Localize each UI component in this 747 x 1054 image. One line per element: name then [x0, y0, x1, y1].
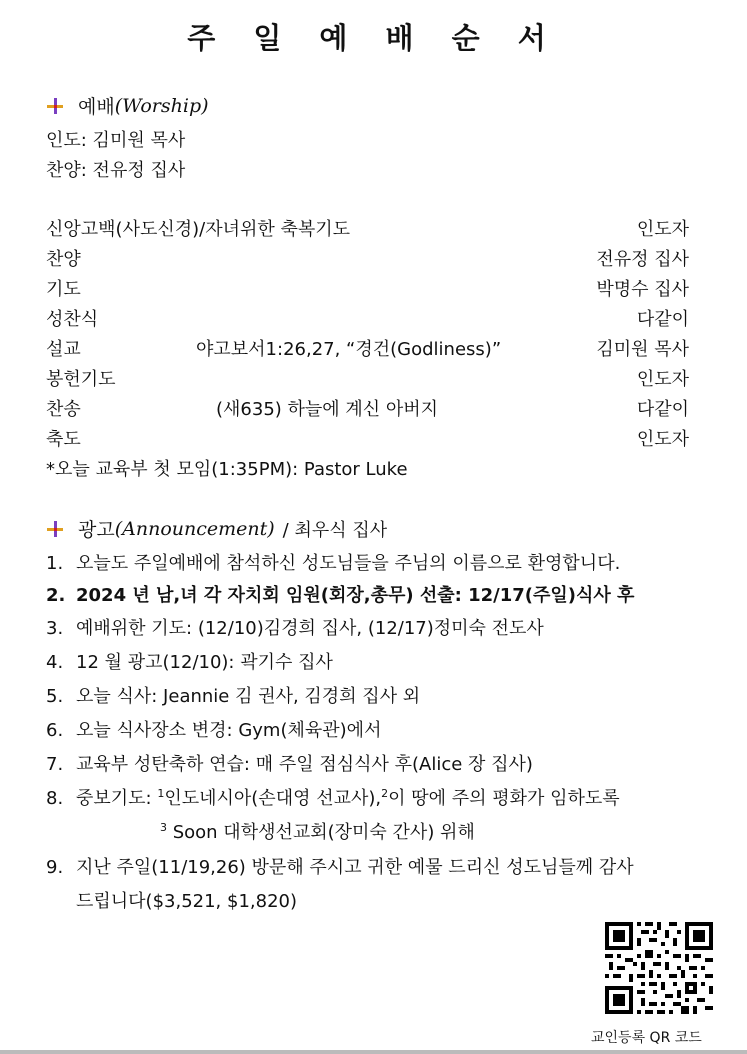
order-item-8: 축도	[46, 429, 81, 450]
announcement-heading	[46, 515, 387, 542]
order-item-6: 봉헌기도	[46, 369, 116, 390]
order-person-1: 인도자	[636, 219, 689, 240]
order-item-4: 성찬식	[46, 309, 99, 330]
order-item-7: 찬송	[46, 399, 81, 420]
announcement-item-5: 5. 오늘 식사: Jeannie 김 권사, 김경희 집사 외	[46, 686, 421, 707]
worship-heading	[46, 92, 209, 119]
announcement-item-1: 1. 오늘도 주일예배에 참석하신 성도님들을 주님의 이름으로 환영합니다.	[46, 553, 621, 574]
page-title: 주 일 예 배 순 서	[187, 21, 560, 55]
order-person-4: 다같이	[636, 309, 689, 330]
announcement-item-8: 8. 중보기도: $^1$인도네시아(손대영 선교사),$^2$이 땅에 주의 평화가 임하도록	[46, 787, 620, 809]
announcement-presenter: / 최우식 집사	[282, 519, 388, 541]
order-person-8: 인도자	[636, 429, 689, 450]
announcement-item-2: 2. 2024 년 남,녀 각 자치회 임원(회장,총무) 선출: 12/17(주일)식사 후	[46, 585, 635, 606]
order-person-5: 김미원 목사	[596, 339, 689, 360]
worship-heading-ko: 예배	[78, 96, 115, 118]
announcement-item-6: 6. 오늘 식사장소 변경: Gym(체육관)에서	[46, 720, 382, 741]
bottom-divider	[0, 1050, 747, 1054]
qr-code-label: 교인등록 QR 코드	[591, 1030, 702, 1046]
cross-bullet-icon	[46, 520, 64, 538]
order-person-3: 박명수 집사	[596, 279, 689, 300]
qr-code-icon[interactable]	[605, 922, 713, 1014]
order-person-7: 다같이	[636, 399, 689, 420]
cross-bullet-icon	[46, 97, 64, 115]
order-person-6: 인도자	[636, 369, 689, 390]
worship-heading-en: (Worship)	[114, 94, 209, 117]
announcement-item-3: 3. 예배위한 기도: (12/10)김경희 집사, (12/17)정미숙 전도사	[46, 618, 544, 639]
announcement-heading-en: (Announcement)	[114, 517, 275, 540]
announcement-item-9-cont: 드립니다($3,521, $1,820)	[76, 891, 298, 912]
announcement-item-7: 7. 교육부 성탄축하 연습: 매 주일 점심식사 후(Alice 장 집사)	[46, 754, 533, 775]
order-person-2: 전유정 집사	[596, 249, 689, 270]
order-item-1: 신앙고백(사도신경)/자녀위한 축복기도	[46, 219, 351, 240]
education-note: *오늘 교육부 첫 모임(1:35PM): Pastor Luke	[46, 459, 408, 480]
hymn-text: (새635) 하늘에 계신 아버지	[216, 399, 439, 420]
announcement-item-8-cont: $^3$ Soon 대학생선교회(장미숙 간사) 위해	[160, 821, 475, 843]
worship-leader: 인도: 김미원 목사	[46, 130, 186, 151]
order-item-3: 기도	[46, 279, 81, 300]
order-item-2: 찬양	[46, 249, 81, 270]
announcement-item-4: 4. 12 월 광고(12/10): 곽기수 집사	[46, 652, 333, 673]
sermon-text: 야고보서1:26,27, “경건(Godliness)”	[196, 339, 502, 360]
order-item-5: 설교	[46, 339, 81, 360]
worship-praise: 찬양: 전유정 집사	[46, 160, 186, 181]
announcement-item-9: 9. 지난 주일(11/19,26) 방문해 주시고 귀한 예물 드리신 성도님들께 감사	[46, 857, 634, 878]
announcement-heading-ko: 광고	[78, 519, 115, 541]
